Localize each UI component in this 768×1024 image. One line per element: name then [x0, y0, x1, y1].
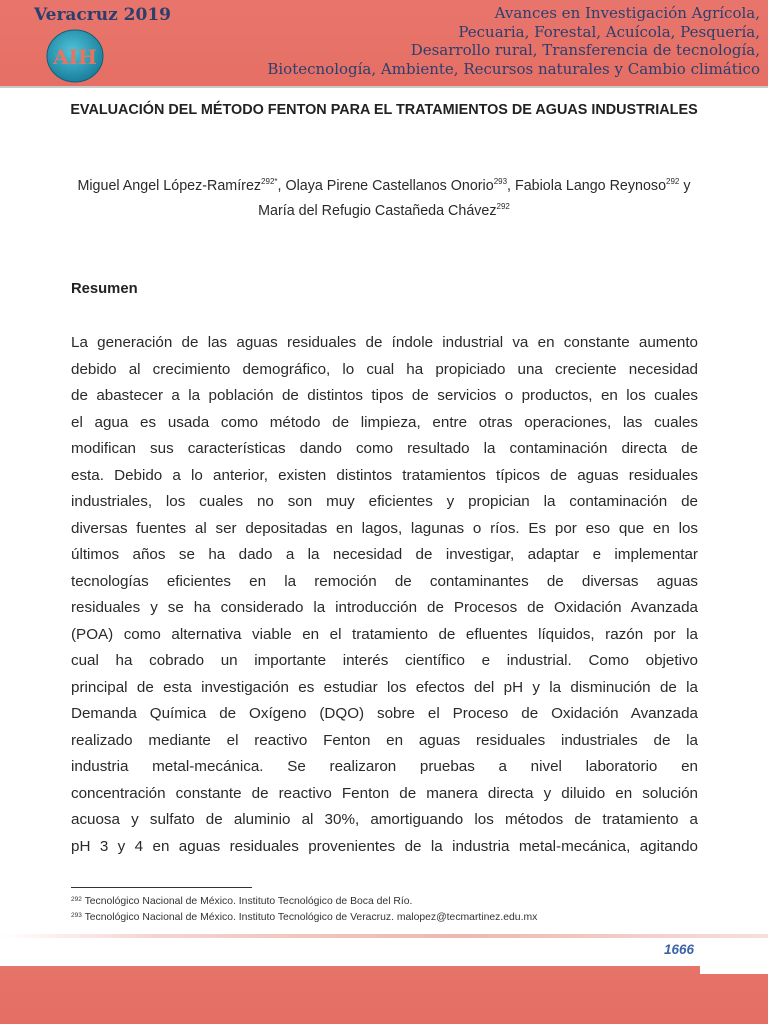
section-heading: Resumen [71, 281, 138, 297]
conference-name: Veracruz 2019 [34, 5, 171, 25]
author-name: Miguel Angel López-Ramírez [77, 178, 262, 194]
page-separator [0, 934, 768, 938]
svg-text:AIH: AIH [53, 45, 97, 69]
abstract-line: La generación de las aguas residuales de índole industrial va en constante aumento [71, 334, 698, 351]
abstract-line: industria metal-mecánica. Se realizaron pruebas a nivel laboratorio en [71, 758, 698, 775]
abstract-body [71, 330, 698, 860]
abstract-line: realizado mediante el reactivo Fenton en aguas residuales industriales de la [71, 731, 698, 749]
paper-title: EVALUACIÓN DEL MÉTODO FENTON PARA EL TRATAMIENTOS DE AGUAS INDUSTRIALES [70, 102, 698, 118]
abstract-line: acuosa y sulfato de aluminio al 30%, amortiguando los métodos de tratamiento a [71, 811, 698, 828]
author-affiliation: 292 [666, 177, 680, 186]
author-name: Fabiola Lango Reynoso [515, 178, 667, 194]
header-line: Pecuaria, Forestal, Acuícola, Pesquería, [458, 22, 760, 41]
header-topics [267, 4, 760, 78]
aih-logo [45, 28, 105, 84]
footnote-rule [71, 887, 252, 888]
author-list: Miguel Angel López-Ramírez$^{292*}$, Olaya Pirene Castellanos Onorio$^{293}$, Fabiola Lango Reynoso$^{292}$ y María del Refugio Castañeda Chávez$^{292}$ [77, 177, 691, 219]
abstract-line: cual ha cobrado un importante interés científico e industrial. Como objetivo [71, 652, 698, 669]
abstract-line: el agua es usada como método de limpieza, entre otras operaciones, las cuales [71, 413, 698, 431]
abstract-line: concentración constante de reactivo Fenton de manera directa y diluido en solución [71, 784, 698, 802]
abstract-line: esta. Debido a lo anterior, existen distintos tratamientos típicos de aguas residuales [71, 466, 698, 484]
abstract-line: (POA) como alternativa viable en el tratamiento de efluentes líquidos, razón por la [71, 625, 698, 643]
abstract-line: debido al crecimiento demográfico, lo cual ha propiciado una creciente necesidad [71, 360, 698, 378]
footer-band [0, 966, 768, 1024]
abstract-line: industriales, los cuales no son muy eficientes y propician la contaminación de [71, 493, 698, 510]
author-affiliation: 292 [496, 202, 510, 211]
footnote: $^{292}$ Tecnológico Nacional de México. Instituto Tecnológico de Boca del Río. [71, 896, 413, 907]
header-line: Desarrollo rural, Transferencia de tecnología, [410, 41, 760, 59]
author-affiliation: 293 [493, 177, 508, 186]
header-line: Biotecnología, Ambiente, Recursos naturales y Cambio climático [267, 59, 760, 78]
author-affiliation: 292* [261, 177, 278, 186]
abstract-line: tecnologías eficientes en la remoción de contaminantes de diversas aguas [71, 572, 698, 590]
footer-notch [700, 966, 768, 974]
header-line: Avances en Investigación Agrícola, [494, 4, 760, 22]
abstract-line: principal de esta investigación es estudiar los efectos del pH y la disminución de la [71, 678, 698, 696]
abstract-line: últimos años se ha dado a la necesidad de investigar, adaptar e implementar [71, 546, 698, 563]
abstract-line: Demanda Química de Oxígeno (DQO) sobre el Proceso de Oxidación Avanzada [71, 705, 698, 722]
header-divider [0, 86, 768, 88]
footnote: $^{293}$ Tecnológico Nacional de México. Instituto Tecnológico de Veracruz. malopez@tecmartinez.edu.mx [71, 912, 538, 923]
author-name: María del Refugio Castañeda Chávez [258, 203, 497, 219]
page-number: 1666 [664, 942, 695, 957]
author-name: Olaya Pirene Castellanos Onorio [285, 178, 494, 194]
abstract-line: de abastecer a la población de distintos tipos de servicios o productos, en los cuales [71, 387, 698, 404]
abstract-line: modifican sus características dando como resultado la contaminación directa de [71, 440, 698, 457]
footnotes [71, 893, 537, 925]
abstract-line: residuales y se ha considerado la introducción de Procesos de Oxidación Avanzada [71, 599, 698, 616]
abstract-line: diversas fuentes al ser depositadas en lagos, lagunas o ríos. Es por eso que en los [71, 519, 698, 537]
abstract-line: pH 3 y 4 en aguas residuales provenientes de la industria metal-mecánica, agitando [71, 837, 698, 855]
